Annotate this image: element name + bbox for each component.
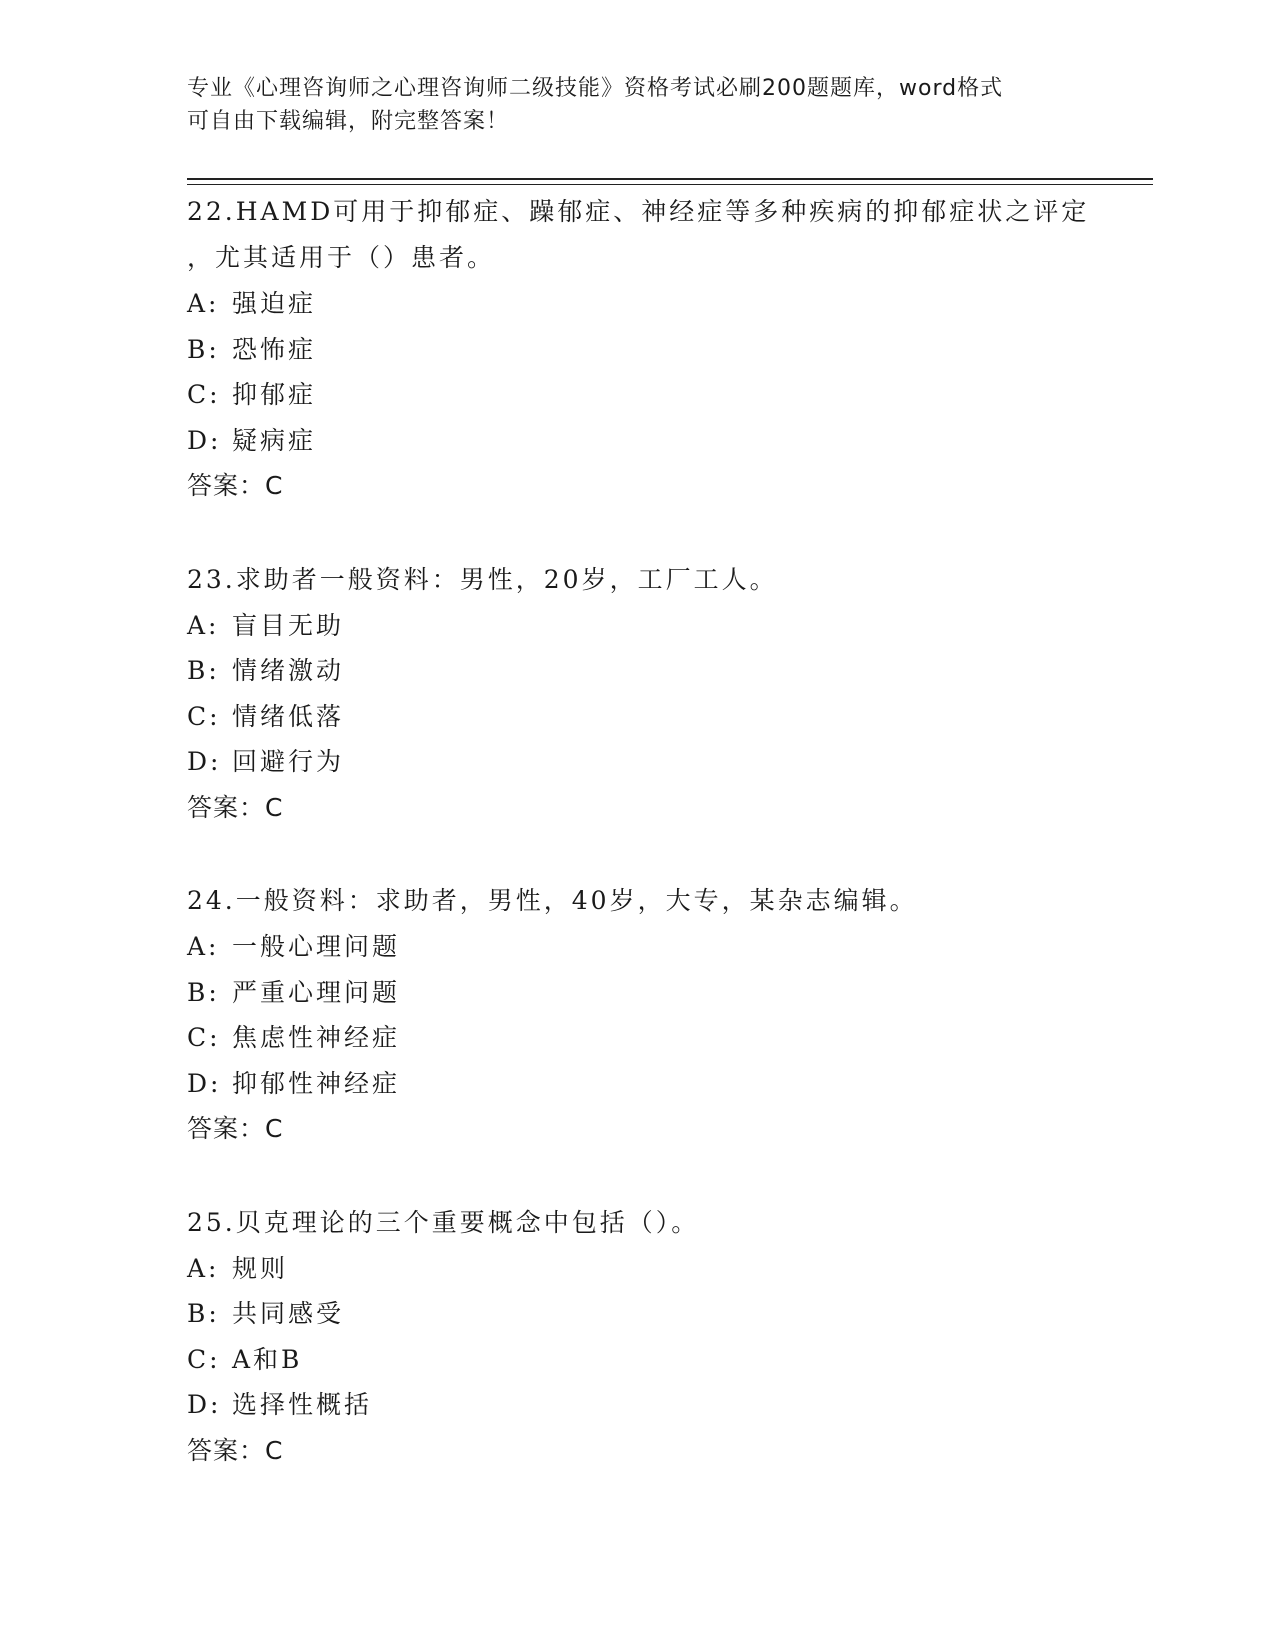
- question-stem-line: 25.贝克理论的三个重要概念中包括（）。: [187, 1207, 700, 1237]
- option-text: 恐怖症: [232, 334, 317, 364]
- option-text: 严重心理问题: [232, 977, 401, 1007]
- option-letter: A:: [187, 289, 220, 318]
- document-header: [187, 72, 1087, 138]
- question-23: [187, 557, 1087, 831]
- header-divider-thin: [187, 184, 1153, 185]
- option-text: 盲目无助: [232, 610, 345, 640]
- option-text: 选择性概括: [232, 1390, 373, 1419]
- option-letter: A:: [187, 932, 220, 961]
- question-25: [187, 1200, 1087, 1474]
- option-c: [187, 1015, 1087, 1061]
- option-letter: B:: [187, 1299, 220, 1328]
- option-text: 抑郁性神经症: [232, 1068, 401, 1098]
- option-a: [187, 1246, 1087, 1292]
- question-22: [187, 189, 1090, 509]
- option-text: 情绪激动: [232, 656, 345, 685]
- question-stem-line: ，尤其适用于（）患者。: [187, 243, 496, 272]
- option-letter: B:: [187, 977, 220, 1007]
- answer-line: 答案：C: [187, 1435, 284, 1465]
- option-text: 疑病症: [232, 425, 317, 455]
- option-letter: C:: [187, 1344, 221, 1374]
- option-a: [187, 924, 1087, 970]
- option-text: 一般心理问题: [232, 932, 401, 961]
- option-b: [187, 648, 1087, 694]
- header-line-2: 可自由下载编辑，附完整答案！: [187, 109, 510, 134]
- question-stem-line: 23.求助者一般资料：男性，20岁，工厂工人。: [187, 564, 778, 594]
- option-d: [187, 418, 1087, 464]
- question-stem-line: 22.HAMD可用于抑郁症、躁郁症、神经症等多种疾病的抑郁症状之评定: [187, 197, 1090, 226]
- option-text: 情绪低落: [232, 701, 345, 731]
- answer-line: 答案：C: [187, 792, 284, 822]
- answer-line: 答案：C: [187, 1114, 284, 1143]
- option-c: [187, 694, 1087, 740]
- option-text: 规则: [232, 1253, 289, 1283]
- header-line-1: 专业《心理咨询师之心理咨询师二级技能》资格考试必刷200题题库，word格式: [187, 76, 1004, 101]
- option-letter: D:: [187, 425, 222, 455]
- option-letter: D:: [187, 1390, 222, 1419]
- option-letter: A:: [187, 1253, 220, 1283]
- question-24: [187, 878, 1087, 1152]
- option-b: [187, 970, 1087, 1016]
- option-letter: D:: [187, 1068, 222, 1098]
- question-stem-line: 24.一般资料：求助者，男性，40岁，大专，某杂志编辑。: [187, 886, 918, 915]
- option-text: 共同感受: [232, 1299, 345, 1328]
- option-letter: D:: [187, 747, 222, 776]
- option-letter: B:: [187, 334, 220, 364]
- option-b: [187, 1291, 1087, 1337]
- option-text: 抑郁症: [232, 380, 317, 409]
- question-list: [187, 189, 1090, 1473]
- option-letter: B:: [187, 656, 220, 685]
- option-letter: C:: [187, 701, 221, 731]
- option-b: [187, 327, 1087, 373]
- option-c: [187, 372, 1087, 418]
- option-d: [187, 739, 1087, 785]
- option-a: [187, 281, 1087, 327]
- option-text: 焦虑性神经症: [232, 1023, 401, 1052]
- option-letter: A:: [187, 610, 220, 640]
- option-d: [187, 1061, 1087, 1107]
- option-a: [187, 603, 1087, 649]
- option-text: 回避行为: [232, 747, 345, 776]
- option-text: 强迫症: [232, 289, 317, 318]
- option-letter: C:: [187, 380, 221, 409]
- header-divider-thick: [187, 178, 1153, 180]
- option-letter: C:: [187, 1023, 221, 1052]
- answer-line: 答案：C: [187, 471, 284, 500]
- option-d: [187, 1382, 1087, 1428]
- option-c: [187, 1337, 1087, 1383]
- option-text: A和B: [232, 1344, 303, 1374]
